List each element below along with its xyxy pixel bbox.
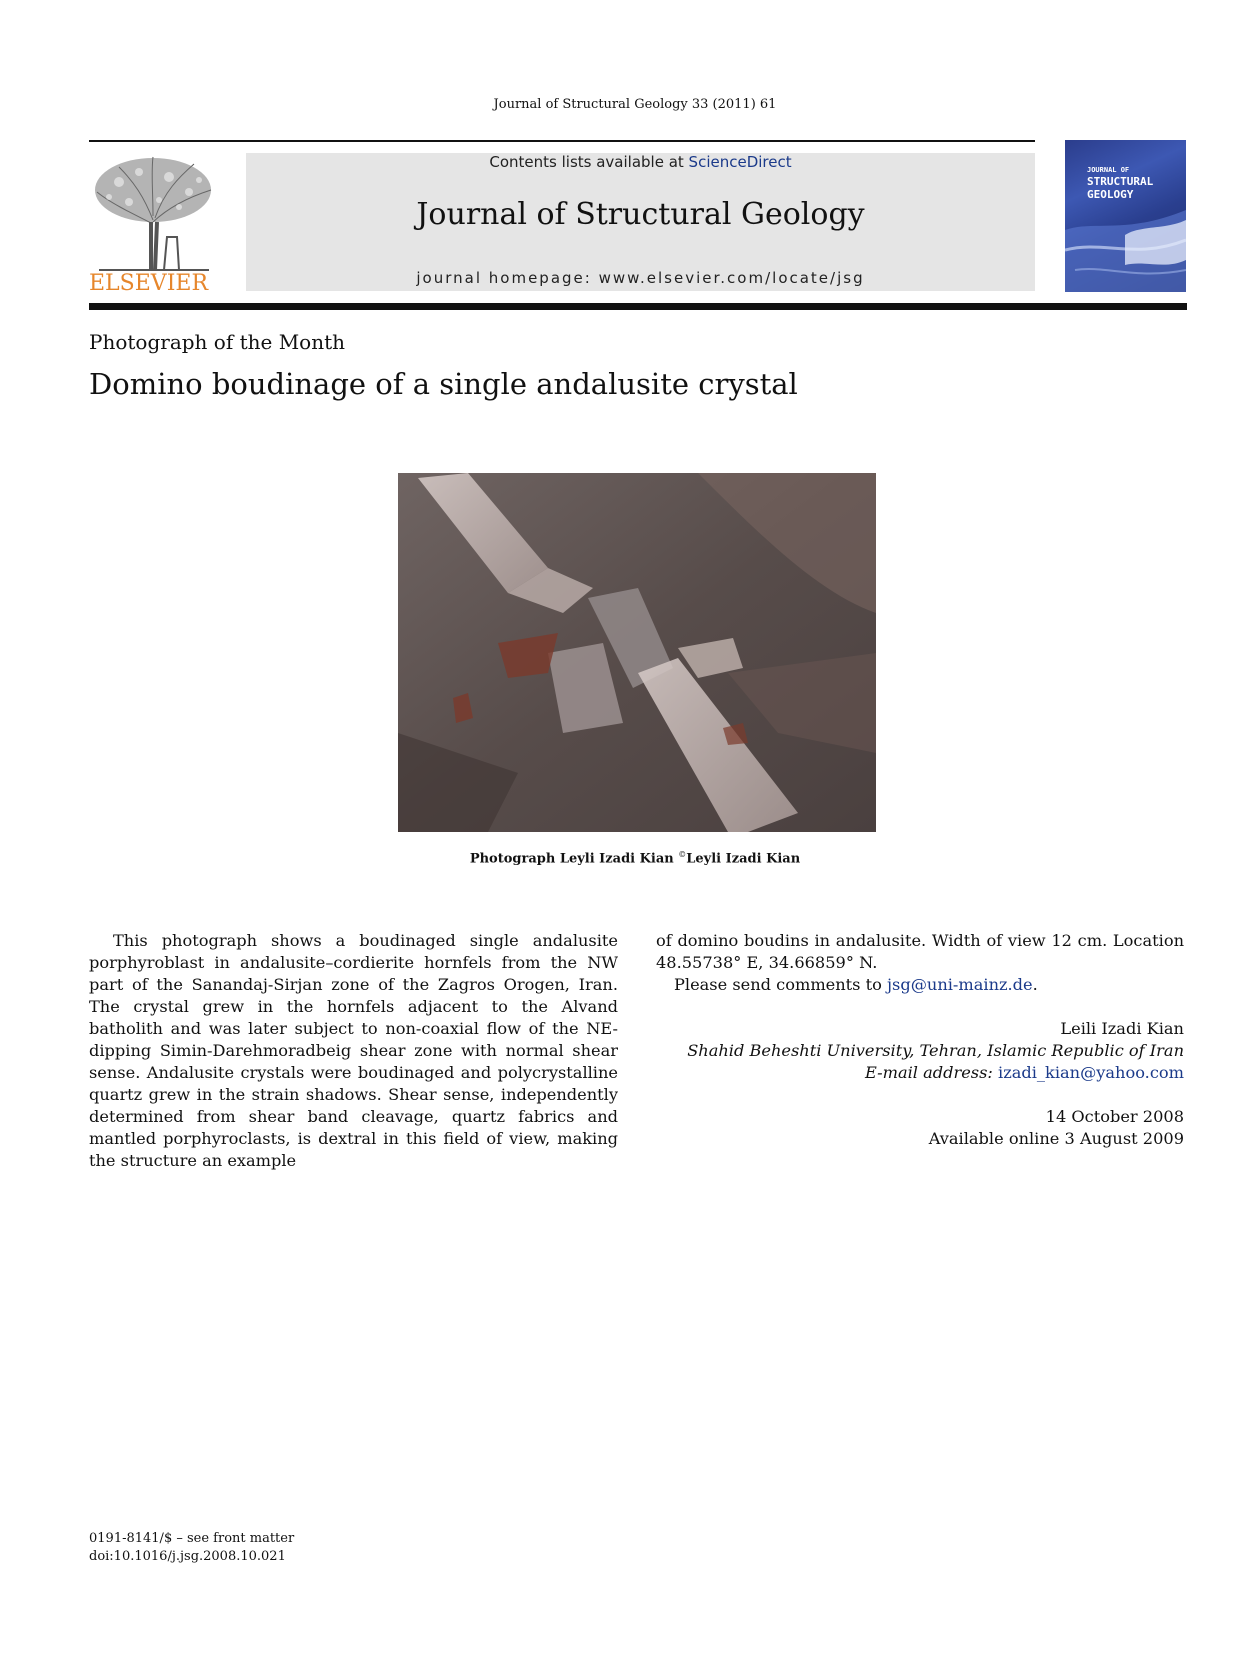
rock-photo-icon xyxy=(398,473,876,832)
article-section: Photograph of the Month xyxy=(89,330,346,354)
caption-suffix: Leyli Izadi Kian xyxy=(686,851,801,867)
article-title: Domino boudinage of a single andalusite crystal xyxy=(89,367,798,401)
journal-cover xyxy=(1065,140,1186,292)
sciencedirect-link[interactable]: ScienceDirect xyxy=(688,153,792,171)
header-rule-top xyxy=(89,140,1035,142)
publisher-logo xyxy=(89,152,219,296)
andalusite-photograph xyxy=(398,473,876,832)
author-name: Leili Izadi Kian xyxy=(1060,1019,1184,1038)
footer xyxy=(89,1530,294,1566)
received-date: 14 October 2008 xyxy=(1045,1107,1184,1126)
footer-issn: 0191-8141/$ – see front matter xyxy=(89,1531,295,1546)
email-label: E-mail address: xyxy=(865,1063,999,1082)
body-paragraph-1: This photograph shows a boudinaged single andalusite porphyroblast in andalusite–cordierite hornfels from the NW part of the Sanandaj-Sirjan zone of the Zagros Orogen, Iran. The crystal grew in the hornfels adjacent to the Alvand batholith and was later subject to non-coaxial flow of the NE-dipping Simin-Darehmoradbeig shear zone with normal shear sense. Andalusite crystals were boudinaged and polycrystalline quartz grew in the strain shadows. Shear sense, independently determined from shear band cleavage, quartz fabrics and mantled porphyroclasts, is dextral in this field of view, making the structure an example xyxy=(89,931,618,1170)
cover-art-icon xyxy=(1065,140,1186,292)
caption-prefix: Photograph Leyli Izadi Kian xyxy=(469,851,679,867)
contents-prefix: Contents lists available at xyxy=(489,153,689,171)
comments-line xyxy=(656,974,1184,996)
journal-title: Journal of Structural Geology xyxy=(416,197,865,232)
spacer xyxy=(656,1084,1184,1106)
header-rule-bottom xyxy=(89,303,1187,310)
comments-suffix: . xyxy=(1032,975,1038,994)
author-email-line xyxy=(656,1062,1184,1084)
running-head: Journal of Structural Geology 33 (2011) 61 xyxy=(493,97,777,112)
journal-banner xyxy=(246,153,1035,291)
publisher-name: ELSEVIER xyxy=(89,271,209,296)
contents-line xyxy=(246,153,1035,171)
spacer xyxy=(656,996,1184,1018)
cover-line1: JOURNAL OF xyxy=(1087,166,1130,174)
body-paragraph-1-cont: of domino boudins in andalusite. Width of view 12 cm. Location 48.55738° E, 34.66859° N. xyxy=(656,931,1184,972)
author-affiliation: Shahid Beheshti University, Tehran, Islamic Republic of Iran xyxy=(687,1041,1184,1060)
footer-doi[interactable]: doi:10.1016/j.jsg.2008.10.021 xyxy=(89,1549,286,1564)
cover-title xyxy=(1087,166,1153,201)
online-date: Available online 3 August 2009 xyxy=(928,1129,1184,1148)
comments-email-link[interactable]: jsg@uni-mainz.de xyxy=(887,975,1033,994)
body-column-right xyxy=(656,930,1184,1150)
caption-copyright: © xyxy=(678,850,687,859)
author-email-link[interactable]: izadi_kian@yahoo.com xyxy=(998,1063,1184,1082)
figure-caption xyxy=(0,850,1241,866)
tree-logo-icon xyxy=(89,152,219,272)
cover-line2: STRUCTURAL xyxy=(1087,175,1154,188)
body-column-left xyxy=(89,930,618,1172)
comments-prefix: Please send comments to xyxy=(674,975,888,994)
journal-homepage[interactable]: journal homepage: www.elsevier.com/locate/jsg xyxy=(416,269,865,287)
cover-line3: GEOLOGY xyxy=(1087,188,1134,201)
